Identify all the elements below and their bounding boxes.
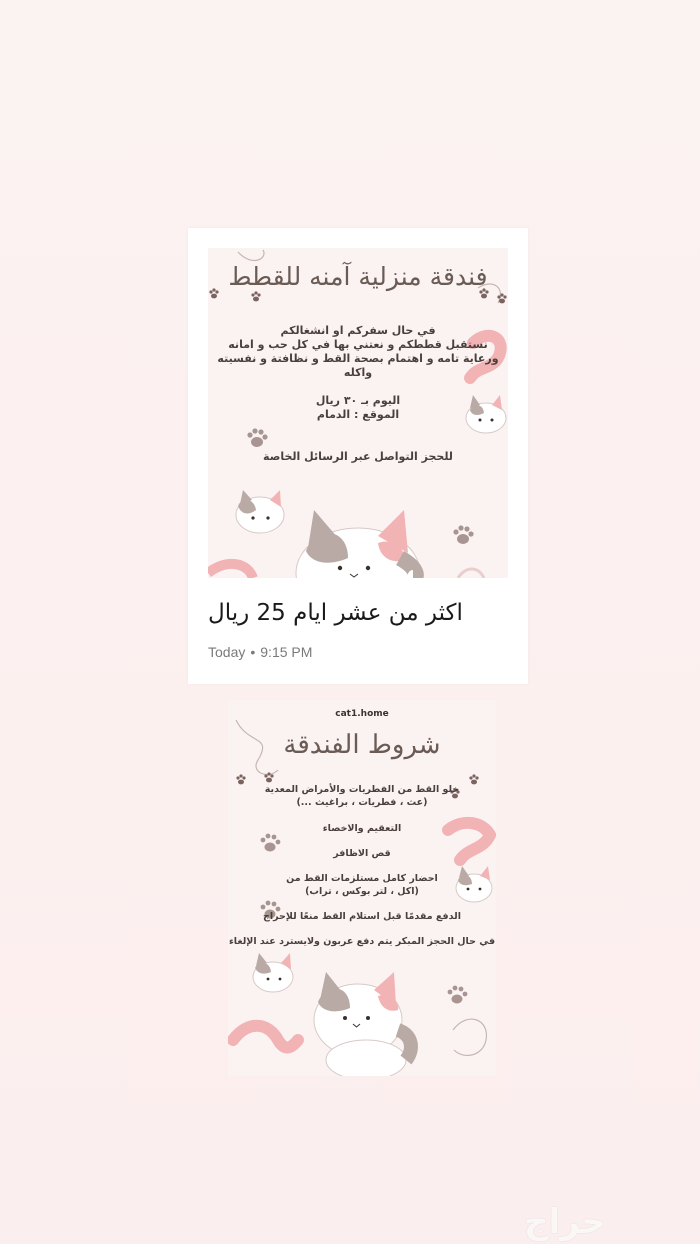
rule-line: التعقيم والاخصاء: [322, 823, 402, 834]
timestamp-separator: •: [250, 644, 256, 660]
poster-title: فندقة منزلية آمنه للقطط: [228, 262, 488, 291]
poster-price: اليوم بـ ٣٠ ريال: [315, 394, 401, 407]
haraj-watermark-logo: حراج: [524, 1202, 606, 1242]
paw-icon: [448, 986, 468, 1004]
poster-text-line: ورعاية تامه و اهتمام بصحة القط و نظافتة و نفسيته: [217, 352, 499, 365]
poster-text-line: نستقبل قططكم و نعتني بها في كل حب و امانه: [228, 338, 488, 351]
rule-line: احضار كامل مستلزمات القط من: [286, 873, 438, 884]
cat-illustration-icon: [314, 972, 411, 1076]
post-caption: اكثر من عشر ايام 25 ريال: [208, 600, 463, 626]
paw-icon: [247, 428, 267, 447]
rule-line: في حال الحجز المبكر يتم دفع عربون ولايسترد عند الإلغاء: [228, 936, 496, 947]
cat-illustration-icon: [296, 510, 420, 578]
rule-line: قص الاظافر: [333, 848, 391, 859]
brand-label: cat1.home: [335, 709, 389, 719]
poster-text-line: واكله: [343, 366, 373, 379]
poster-text-line: في حال سفركم او انشغالكم: [280, 324, 436, 337]
poster-contact: للحجز التواصل عبر الرسائل الخاصة: [263, 450, 453, 463]
paw-icon: [236, 774, 245, 784]
timestamp-day: Today: [208, 644, 246, 660]
post-image[interactable]: [208, 248, 508, 578]
paw-icon: [453, 525, 473, 544]
timestamp-time: 9:15 PM: [260, 644, 313, 660]
poster-title: شروط الفندقة: [283, 730, 441, 760]
cat-illustration-icon: [236, 490, 284, 533]
rule-line: الدفع مقدمًا قبل استلام القط منعًا للإحراج: [263, 911, 461, 922]
rules-image[interactable]: [228, 700, 496, 1076]
rule-line: (عث ، فطريات ، براغيث ...): [296, 797, 428, 808]
post-timestamp: [208, 644, 312, 660]
poster-location: الموقع : الدمام: [316, 408, 400, 421]
paw-icon: [251, 291, 260, 301]
post-card[interactable]: [188, 228, 528, 684]
rule-line: (اكل ، لتر بوكس ، تراب): [305, 886, 419, 897]
rule-line: خلو القط من الفطريات والأمراض المعدية: [264, 784, 460, 795]
cat-illustration-icon: [253, 953, 293, 992]
paw-icon: [469, 774, 478, 784]
